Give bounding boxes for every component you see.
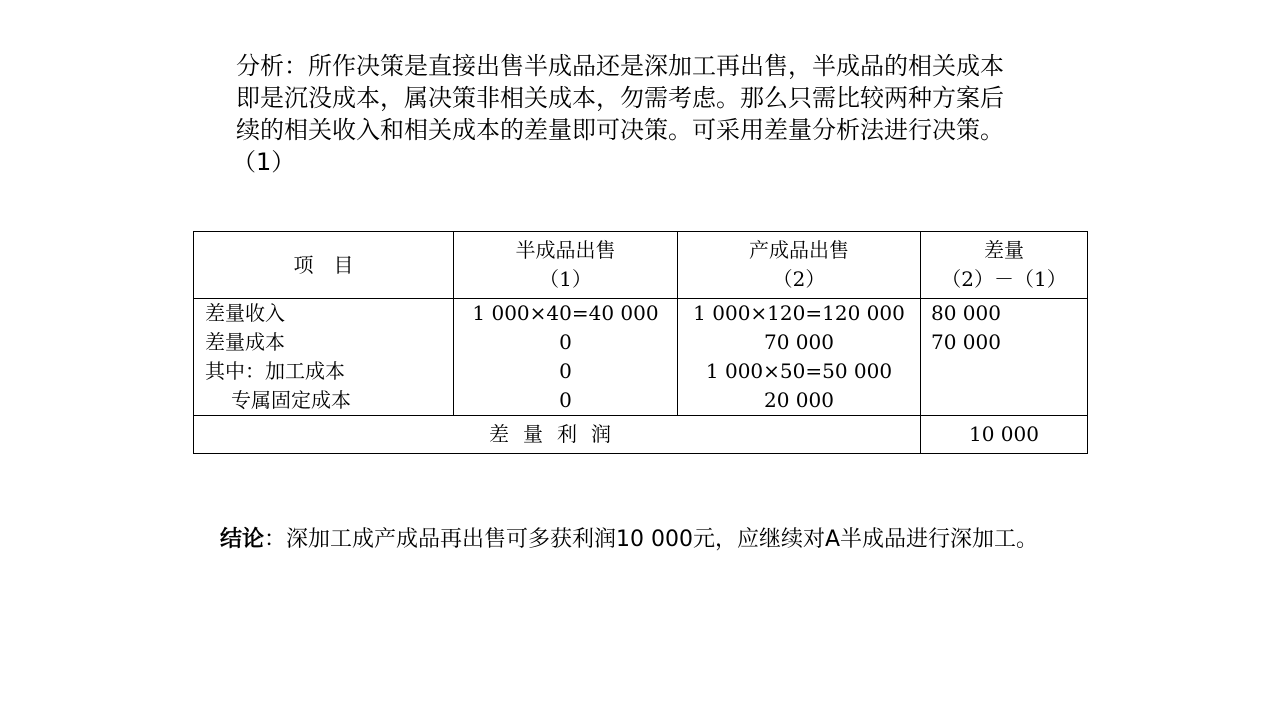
table-footer-row	[194, 416, 1088, 454]
conclusion-paragraph	[220, 524, 1038, 556]
analysis-index: （1）	[232, 148, 296, 176]
analysis-table	[193, 231, 1088, 454]
finished-cost: 70 000	[764, 330, 834, 354]
header-difference-formula: （2）－（1）	[941, 267, 1067, 291]
footer-profit-value: 10 000	[921, 416, 1088, 454]
row-labels-cell	[194, 299, 454, 416]
semi-finished-cost: 0	[559, 330, 572, 354]
header-semi-finished-index: （1）	[539, 267, 592, 291]
header-difference	[921, 232, 1088, 299]
header-semi-finished-title: 半成品出售	[515, 238, 616, 262]
header-semi-finished	[454, 232, 678, 299]
semi-finished-revenue: 1 000×40=40 000	[472, 301, 659, 325]
header-item-label: 项 目	[293, 252, 354, 277]
row-label-processing-cost: 其中：加工成本	[205, 359, 345, 383]
difference-processing-cost	[931, 357, 1087, 386]
differential-analysis-table	[193, 231, 1088, 454]
analysis-paragraph	[232, 50, 1026, 178]
semi-finished-processing-cost: 0	[559, 359, 572, 383]
conclusion-text: ：深加工成产成品再出售可多获利润10 000元，应继续对A半成品进行深加工。	[264, 527, 1039, 552]
row-label-fixed-cost: 专属固定成本	[231, 388, 351, 412]
footer-profit-label: 差量利润	[194, 416, 921, 454]
header-finished-title: 产成品出售	[749, 238, 849, 262]
semi-finished-values-cell	[454, 299, 678, 416]
table-body-row	[194, 299, 1088, 416]
row-label-cost: 差量成本	[205, 330, 285, 354]
difference-revenue: 80 000	[931, 301, 1001, 325]
difference-fixed-cost	[931, 386, 1087, 415]
header-item	[194, 232, 454, 299]
finished-values-cell	[678, 299, 921, 416]
header-finished-index: （2）	[772, 267, 826, 291]
finished-fixed-cost: 20 000	[764, 388, 834, 412]
finished-processing-cost: 1 000×50=50 000	[705, 359, 893, 383]
header-difference-title: 差量	[984, 238, 1024, 262]
difference-cost: 70 000	[931, 330, 1001, 354]
header-finished	[678, 232, 921, 299]
difference-values-cell	[921, 299, 1088, 416]
table-header-row	[194, 232, 1088, 299]
finished-revenue: 1 000×120=120 000	[693, 301, 905, 325]
semi-finished-fixed-cost: 0	[559, 388, 572, 412]
analysis-text: 分析：所作决策是直接出售半成品还是深加工再出售，半成品的相关成本即是沉没成本，属决策非相关成本，勿需考虑。那么只需比较两种方案后续的相关收入和相关成本的差量即可决策。可采用差量分析法进行决策。	[236, 52, 1004, 144]
conclusion-label: 结论	[220, 527, 265, 552]
row-label-revenue: 差量收入	[205, 301, 285, 325]
